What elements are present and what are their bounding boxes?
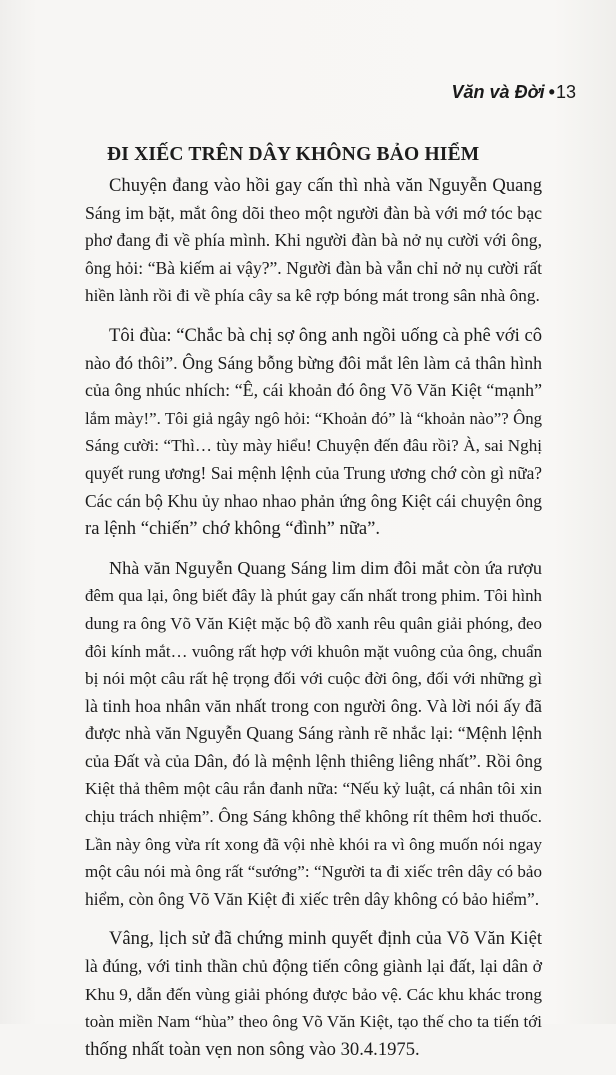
paragraph xyxy=(85,555,542,914)
text-line: quyết rung ương! Sai mệnh lệnh của Trung ương chớ còn gì nữa? xyxy=(85,463,542,483)
text-line: phơ đang đi về phía mình. Khi người đàn bà nở nụ cười với ông, xyxy=(85,230,542,251)
paragraph xyxy=(85,172,542,310)
text-line: của Đất và của Dân, đó là mệnh lệnh thiêng liêng nhất”. Rồi ông xyxy=(85,750,542,771)
book-title: Văn và Đời xyxy=(451,82,545,102)
text-line: ông hỏi: “Bà kiếm ai vậy?”. Người đàn bà vẫn chỉ nở nụ cười rất xyxy=(85,257,542,278)
text-line: bị nói một câu rất hệ trọng đối với cuộc đời ông, đối với những gì xyxy=(85,669,542,689)
text-line: Kiệt thả thêm một câu rắn đanh nữa: “Nếu kỷ luật, cá nhân tôi xin xyxy=(85,779,542,799)
text-line: một câu nói mà ông rất “sướng”: “Người ta đi xiếc trên dây có bảo xyxy=(85,862,542,882)
text-line: đôi kính mắt… vuông rất hợp với khuôn mặt vuông của ông, chuẩn xyxy=(85,641,542,661)
text-line: chịu trách nhiệm”. Ông Sáng không thể không rít thêm hơi thuốc. xyxy=(85,807,542,827)
text-line: Vâng, lịch sử đã chứng minh quyết định của Võ Văn Kiệt xyxy=(109,928,542,950)
paragraph xyxy=(85,925,542,1063)
text-line: Nhà văn Nguyễn Quang Sáng lim dim đôi mắt còn ứa rượu xyxy=(109,557,542,578)
text-line: Lần này ông vừa rít xong đã vội nhè khói ra vì ông muốn nói ngay xyxy=(85,834,542,854)
text-line: Sáng im bặt, mắt ông dõi theo một người đàn bà với mớ tóc bạc xyxy=(85,202,542,223)
text-line: của ông nhúc nhích: “Ê, cái khoản đó ông Võ Văn Kiệt “mạnh” xyxy=(85,380,542,401)
text-line: Tôi đùa: “Chắc bà chị sợ ông anh ngồi uống cà phê với cô xyxy=(109,324,542,346)
text-line: nào đó thôi”. Ông Sáng bỗng bừng đôi mắt lên làm cả thân hình xyxy=(85,352,542,373)
text-line: đêm qua lại, ông biết đây là phút gay cấn nhất trong phim. Tôi hình xyxy=(85,586,542,606)
text-line: là đúng, với tinh thần chủ động tiến công giành lại đất, lại dân ở xyxy=(85,956,542,977)
text-line: ra lệnh “chiến” chớ không “đình” nữa”. xyxy=(85,518,381,540)
text-line: hiểm, còn ông Võ Văn Kiệt đi xiếc trên dây không có bảo hiểm”. xyxy=(85,888,540,909)
paragraph xyxy=(85,322,542,543)
text-line: Khu 9, dẫn đến vùng giải phóng được bảo vệ. Các khu khác trong xyxy=(85,984,542,1004)
header-separator: • xyxy=(548,82,555,102)
text-line: hiền lành rồi đi về phía cây sa kê rợp bóng mát trong sân nhà ông. xyxy=(85,286,540,306)
article-body xyxy=(85,172,542,1075)
page-number: 13 xyxy=(555,82,576,102)
running-header xyxy=(452,82,576,103)
text-line: Chuyện đang vào hồi gay cấn thì nhà văn Nguyễn Quang xyxy=(109,175,542,196)
text-line: được nhà văn Nguyễn Quang Sáng rành rẽ nhắc lại: “Mệnh lệnh xyxy=(85,723,542,744)
text-line: là tinh hoa nhân văn nhất trong con người ông. Và lời nói ấy đã xyxy=(85,695,542,716)
section-title: ĐI XIẾC TRÊN DÂY KHÔNG BẢO HIỂM xyxy=(107,144,480,165)
text-line: thống nhất toàn vẹn non sông vào 30.4.1975. xyxy=(85,1038,420,1060)
text-line: lắm mày!”. Tôi giả ngây ngô hỏi: “Khoản đó” là “khoản nào”? Ông xyxy=(85,408,542,428)
text-line: toàn miền Nam “hùa” theo ông Võ Văn Kiệt, tạo thế cho ta tiến tới xyxy=(85,1012,542,1032)
text-line: dung ra ông Võ Văn Kiệt mặc bộ đồ xanh rêu quân giải phóng, đeo xyxy=(85,613,542,633)
text-line: Các cán bộ Khu ủy nhao nhao phản ứng ông Kiệt cái chuyện ông xyxy=(85,490,542,511)
text-line: Sáng cười: “Thì… tùy mày hiểu! Chuyện đến đâu rồi? À, sai Nghị xyxy=(85,436,542,456)
